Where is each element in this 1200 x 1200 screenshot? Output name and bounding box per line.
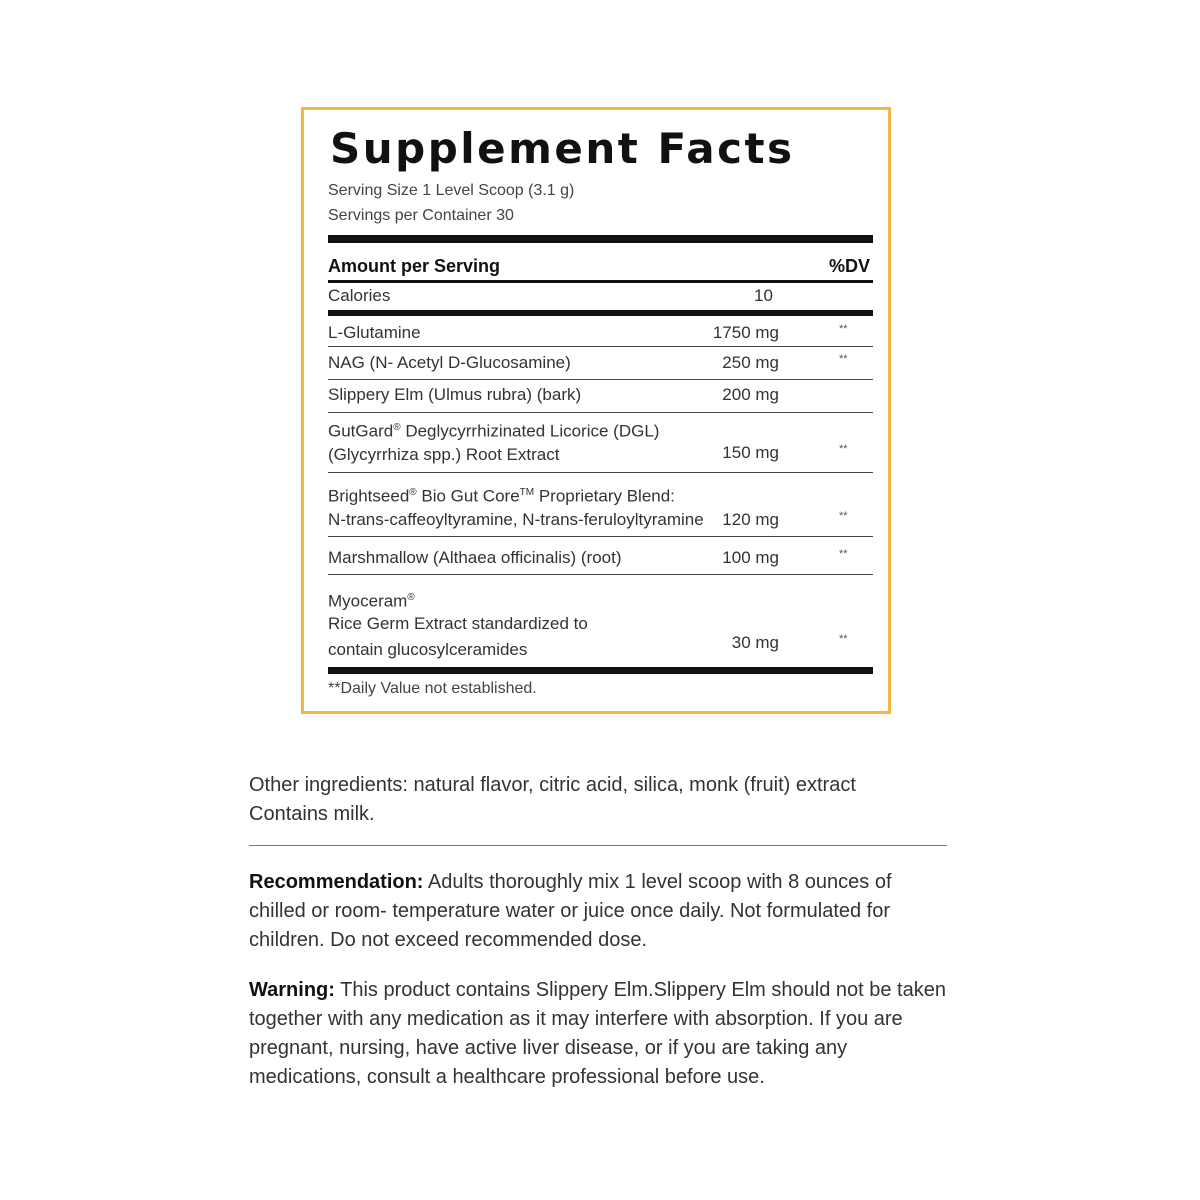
header-amount: Amount per Serving [328, 256, 501, 276]
servings-per-container: Servings per Container 30 [328, 207, 514, 224]
warning [249, 976, 949, 1092]
warning-label: Warning: [249, 979, 335, 1001]
ingredient-line2: N-trans-caffeoyltyramine, N-trans-feruloyltyramine [328, 510, 704, 529]
ingredient-desc: Deglycyrrhizinated Licorice (DGL) [405, 421, 660, 441]
brand-name: GutGard [328, 421, 394, 441]
registered-mark: ® [407, 592, 415, 603]
serving-size: Serving Size 1 Level Scoop (3.1 g) [328, 182, 575, 199]
section-divider [249, 845, 947, 846]
blend-name: Bio Gut Core [421, 486, 520, 506]
brand-name: Myoceram [328, 591, 408, 611]
ingredient-amount: 150 mg [722, 443, 779, 462]
facts-title: Supplement Facts [330, 124, 795, 173]
ingredient-amount: 30 mg [731, 633, 779, 652]
thick-divider [328, 667, 873, 674]
ingredient-line2: Rice Germ Extract standardized to [328, 614, 588, 633]
thick-divider [328, 310, 873, 316]
calories-value: 10 [754, 286, 773, 305]
ingredient-dv: ** [839, 443, 848, 455]
ingredient-amount: 120 mg [722, 510, 779, 529]
allergen-statement: Contains milk. [249, 803, 375, 825]
row-divider [328, 379, 873, 380]
ingredient-dv: ** [839, 323, 848, 335]
brand-name: Brightseed [328, 486, 410, 506]
ingredient-dv: ** [839, 510, 848, 522]
registered-mark: ® [393, 422, 401, 433]
divider [328, 280, 873, 283]
trademark-mark: TM [519, 487, 535, 498]
row-divider [328, 536, 873, 537]
header-dv: %DV [829, 256, 871, 276]
ingredient-amount: 200 mg [722, 385, 779, 404]
recommendation [249, 868, 949, 955]
ingredient-dv: ** [839, 548, 848, 560]
ingredient-amount: 250 mg [722, 353, 779, 372]
calories-label: Calories [328, 286, 391, 305]
row-divider [328, 412, 873, 413]
ingredient-amount: 100 mg [722, 548, 779, 567]
row-divider [328, 472, 873, 473]
ingredient-name: NAG (N- Acetyl D-Glucosamine) [328, 353, 571, 372]
supplement-facts-panel [301, 107, 891, 714]
ingredient-dv: ** [839, 353, 848, 365]
footnote: **Daily Value not established. [328, 680, 537, 697]
ingredient-name: Slippery Elm (Ulmus rubra) (bark) [328, 385, 582, 404]
ingredient-dv: ** [839, 633, 848, 645]
thick-divider [328, 235, 873, 243]
ingredient-name [328, 415, 659, 445]
row-divider [328, 346, 873, 347]
blend-type: Proprietary Blend: [538, 486, 675, 506]
ingredient-name [328, 480, 675, 510]
warning-text: This product contains Slippery Elm.Slippery Elm should not be taken together with any medication as it may interfere with absorption. If you are pregnant, nursing, have active liver disease, or if you are taking any medications, consult a healthcare professional before use. [249, 979, 946, 1088]
ingredient-line2: (Glycyrrhiza spp.) Root Extract [328, 445, 560, 464]
recommendation-label: Recommendation: [249, 871, 424, 893]
ingredient-line3: contain glucosylceramides [328, 640, 528, 659]
other-ingredients: Other ingredients: natural flavor, citric acid, silica, monk (fruit) extract [249, 774, 856, 796]
row-divider [328, 574, 873, 575]
ingredient-name: L-Glutamine [328, 323, 421, 342]
registered-mark: ® [409, 487, 417, 498]
ingredient-amount: 1750 mg [712, 323, 779, 342]
ingredient-name: Marshmallow (Althaea officinalis) (root) [328, 548, 622, 567]
recommendation-text: Adults thoroughly mix 1 level scoop with 8 ounces of chilled or room- temperature water or juice once daily. Not formulated for children. Do not exceed recommended dose. [249, 871, 892, 951]
